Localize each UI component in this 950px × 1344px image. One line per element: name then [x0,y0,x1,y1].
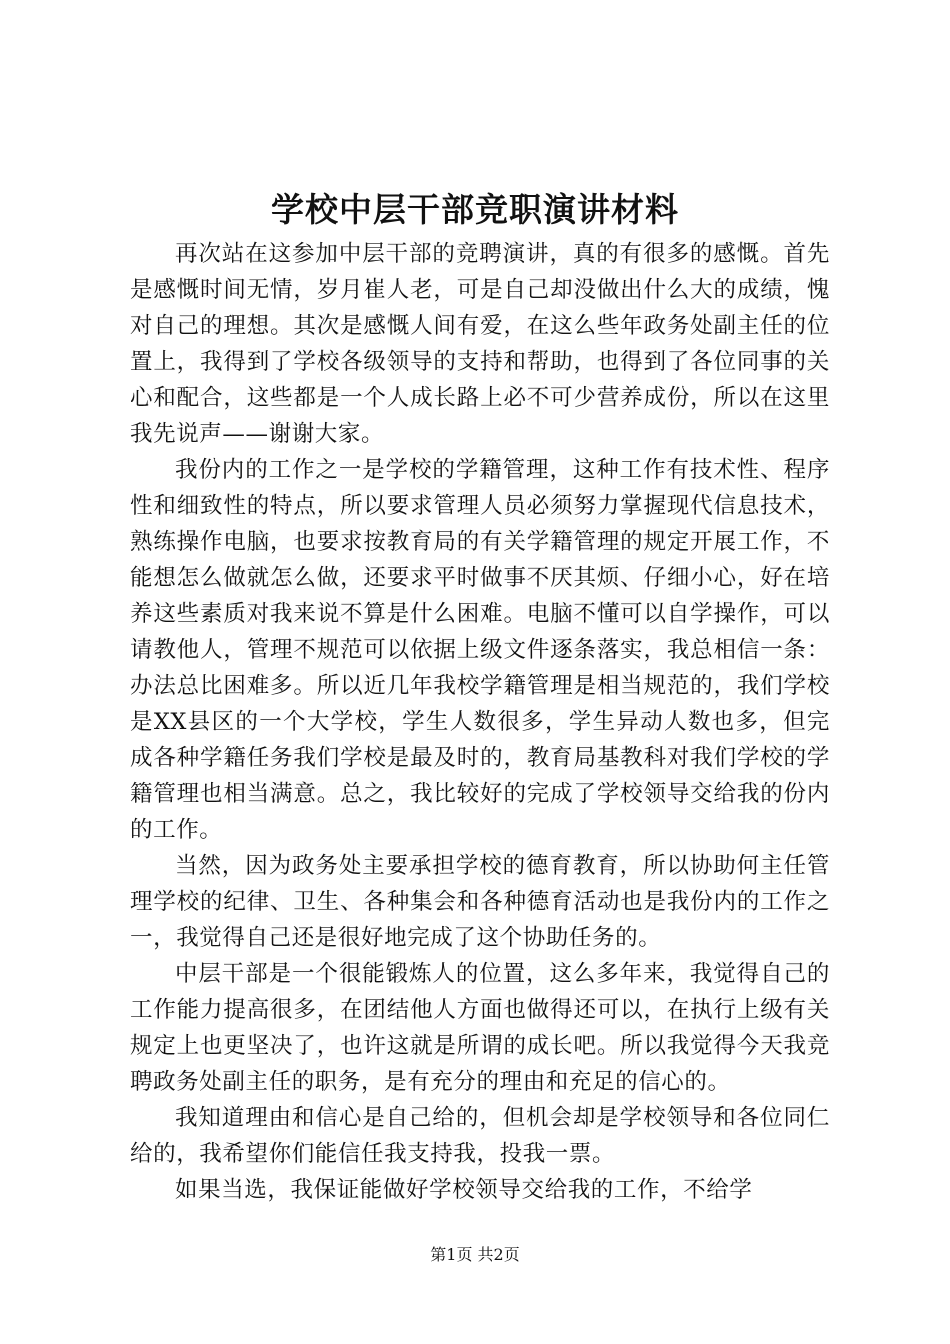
paragraph-2: 我份内的工作之一是学校的学籍管理，这种工作有技术性、程序性和细致性的特点，所以要求管理人员必须努力掌握现代信息技术，熟练操作电脑，也要求按教育局的有关学籍管理的规定开展工作，不能想怎么做就怎么做，还要求平时做事不厌其烦、仔细小心，好在培养这些素质对我来说不算是什么困难。电脑不懂可以自学操作，可以请教他人，管理不规范可以依据上级文件逐条落实，我总相信一条：办法总比困难多。所以近几年我校学籍管理是相当规范的，我们学校是XX县区的一个大学校，学生人数很多，学生异动人数也多，但完成各种学籍任务我们学校是最及时的，教育局基教科对我们学校的学籍管理也相当满意。总之，我比较好的完成了学校领导交给我的份内的工作。 [130,457,830,843]
paragraph-6: 如果当选，我保证能做好学校领导交给我的工作，不给学 [175,1177,753,1203]
document-body [130,236,830,1208]
document-title: 学校中层干部竞职演讲材料 [271,190,679,229]
page-footer: 第1页 共2页 [430,1245,520,1264]
paragraph-3: 当然，因为政务处主要承担学校的德育教育，所以协助何主任管理学校的纪律、卫生、各种集会和各种德育活动也是我份内的工作之一，我觉得自己还是很好地完成了这个协助任务的。 [130,853,830,951]
paragraph-4: 中层干部是一个很能锻炼人的位置，这么多年来，我觉得自己的工作能力提高很多，在团结他人方面也做得还可以，在执行上级有关规定上也更坚决了，也许这就是所谓的成长吧。所以我觉得今天我竞聘政务处副主任的职务，是有充分的理由和充足的信心的。 [130,961,830,1095]
paragraph-1: 再次站在这参加中层干部的竞聘演讲，真的有很多的感慨。首先是感慨时间无情，岁月崔人老，可是自己却没做出什么大的成绩，愧对自己的理想。其次是感慨人间有爱，在这么些年政务处副主任的位置上，我得到了学校各级领导的支持和帮助，也得到了各位同事的关心和配合，这些都是一个人成长路上必不可少营养成份，所以在这里我先说声——谢谢大家。 [130,241,830,447]
paragraph-5: 我知道理由和信心是自己给的，但机会却是学校领导和各位同仁给的，我希望你们能信任我支持我，投我一票。 [130,1105,830,1167]
